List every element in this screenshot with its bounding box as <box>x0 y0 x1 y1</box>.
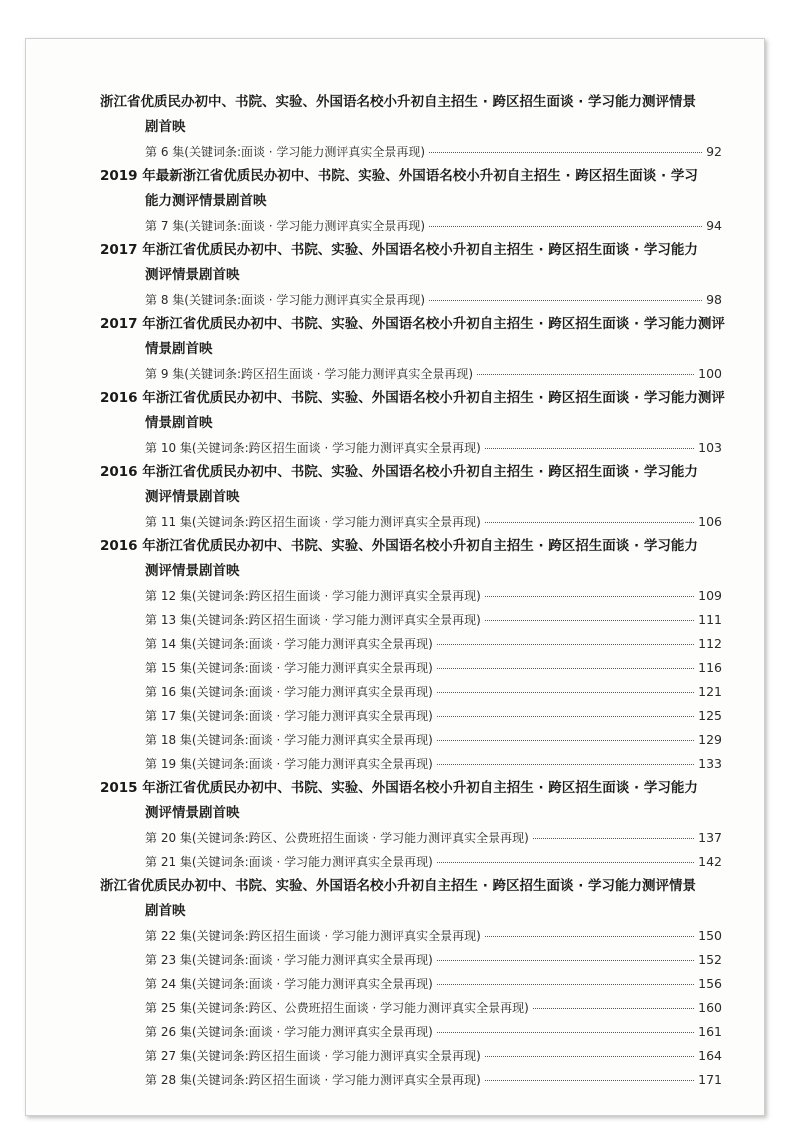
entry-title: 第 28 集(关键词条:跨区招生面谈 · 学习能力测评真实全景再现) <box>145 1073 481 1087</box>
toc-entry[interactable] <box>100 752 722 776</box>
section-heading <box>100 460 722 510</box>
entry-title: 第 18 集(关键词条:面谈 · 学习能力测评真实全景再现) <box>145 733 433 747</box>
toc-entry[interactable] <box>100 1044 722 1068</box>
table-of-contents <box>100 90 725 1092</box>
toc-entry[interactable] <box>100 728 722 752</box>
dot-leader <box>485 596 694 597</box>
page-number: 156 <box>698 976 722 991</box>
section-heading <box>100 164 722 214</box>
entry-title: 第 14 集(关键词条:面谈 · 学习能力测评真实全景再现) <box>145 637 433 651</box>
dot-leader <box>533 1008 694 1009</box>
entry-title: 第 24 集(关键词条:面谈 · 学习能力测评真实全景再现) <box>145 977 433 991</box>
dot-leader <box>437 644 694 645</box>
dot-leader <box>437 984 694 985</box>
section-heading <box>100 90 722 140</box>
entry-title: 第 27 集(关键词条:跨区招生面谈 · 学习能力测评真实全景再现) <box>145 1049 481 1063</box>
dot-leader <box>437 862 694 863</box>
dot-leader <box>437 692 694 693</box>
entry-title: 第 15 集(关键词条:面谈 · 学习能力测评真实全景再现) <box>145 661 433 675</box>
dot-leader <box>485 1056 694 1057</box>
page-number: 160 <box>698 1000 722 1015</box>
section-heading <box>100 534 722 584</box>
entry-title: 第 17 集(关键词条:面谈 · 学习能力测评真实全景再现) <box>145 709 433 723</box>
page-number: 111 <box>698 612 722 627</box>
entry-title: 第 12 集(关键词条:跨区招生面谈 · 学习能力测评真实全景再现) <box>145 589 481 603</box>
heading-line-continued: 测评情景剧首映 <box>145 267 240 283</box>
heading-line-continued: 剧首映 <box>145 903 186 919</box>
dot-leader <box>485 448 694 449</box>
toc-entry[interactable] <box>100 214 722 238</box>
dot-leader <box>437 960 694 961</box>
heading-line: 2017 年浙江省优质民办初中、书院、实验、外国语名校小升初自主招生 · 跨区招生面谈 · 学习能力测评 <box>100 316 725 332</box>
entry-title: 第 11 集(关键词条:跨区招生面谈 · 学习能力测评真实全景再现) <box>145 515 481 529</box>
page-number: 103 <box>698 440 722 455</box>
heading-line-continued: 情景剧首映 <box>145 341 213 357</box>
toc-entry[interactable] <box>100 608 722 632</box>
entry-title: 第 21 集(关键词条:面谈 · 学习能力测评真实全景再现) <box>145 855 433 869</box>
toc-entry[interactable] <box>100 632 722 656</box>
page-number: 142 <box>698 854 722 869</box>
page-number: 109 <box>698 588 722 603</box>
toc-entry[interactable] <box>100 704 722 728</box>
page-number: 98 <box>706 292 722 307</box>
section-heading <box>100 776 722 826</box>
entry-title: 第 9 集(关键词条:跨区招生面谈 · 学习能力测评真实全景再现) <box>145 367 474 381</box>
heading-line-continued: 测评情景剧首映 <box>145 563 240 579</box>
page-number: 137 <box>698 830 722 845</box>
page-number: 125 <box>698 708 722 723</box>
entry-title: 第 23 集(关键词条:面谈 · 学习能力测评真实全景再现) <box>145 953 433 967</box>
toc-entry[interactable] <box>100 948 722 972</box>
page-number: 92 <box>706 144 722 159</box>
entry-title: 第 16 集(关键词条:面谈 · 学习能力测评真实全景再现) <box>145 685 433 699</box>
page-number: 100 <box>698 366 722 381</box>
page-number: 106 <box>698 514 722 529</box>
section-heading <box>100 386 725 436</box>
entry-title: 第 20 集(关键词条:跨区、公费班招生面谈 · 学习能力测评真实全景再现) <box>145 831 529 845</box>
page-number: 161 <box>698 1024 722 1039</box>
heading-line-continued: 测评情景剧首映 <box>145 489 240 505</box>
heading-line-continued: 测评情景剧首映 <box>145 805 240 821</box>
entry-title: 第 7 集(关键词条:面谈 · 学习能力测评真实全景再现) <box>145 219 426 233</box>
section-heading <box>100 312 725 362</box>
toc-entry[interactable] <box>100 826 722 850</box>
dot-leader <box>429 226 702 227</box>
dot-leader <box>437 716 694 717</box>
dot-leader <box>437 764 694 765</box>
entry-title: 第 26 集(关键词条:面谈 · 学习能力测评真实全景再现) <box>145 1025 433 1039</box>
page-number: 133 <box>698 756 722 771</box>
dot-leader <box>429 300 702 301</box>
entry-title: 第 25 集(关键词条:跨区、公费班招生面谈 · 学习能力测评真实全景再现) <box>145 1001 529 1015</box>
toc-entry[interactable] <box>100 996 722 1020</box>
entry-title: 第 13 集(关键词条:跨区招生面谈 · 学习能力测评真实全景再现) <box>145 613 481 627</box>
entry-title: 第 10 集(关键词条:跨区招生面谈 · 学习能力测评真实全景再现) <box>145 441 481 455</box>
dot-leader <box>485 936 694 937</box>
heading-line: 2016 年浙江省优质民办初中、书院、实验、外国语名校小升初自主招生 · 跨区招生面谈 · 学习能力 <box>100 538 698 554</box>
dot-leader <box>437 1032 694 1033</box>
page-number: 121 <box>698 684 722 699</box>
heading-line-continued: 能力测评情景剧首映 <box>145 193 267 209</box>
page-number: 152 <box>698 952 722 967</box>
heading-line: 2016 年浙江省优质民办初中、书院、实验、外国语名校小升初自主招生 · 跨区招生面谈 · 学习能力 <box>100 464 698 480</box>
page-number: 129 <box>698 732 722 747</box>
dot-leader <box>437 740 694 741</box>
toc-entry[interactable] <box>100 584 722 608</box>
heading-line: 浙江省优质民办初中、书院、实验、外国语名校小升初自主招生 · 跨区招生面谈 · 学习能力测评情景 <box>100 94 697 110</box>
dot-leader <box>485 620 694 621</box>
entry-title: 第 19 集(关键词条:面谈 · 学习能力测评真实全景再现) <box>145 757 433 771</box>
section-heading <box>100 874 722 924</box>
dot-leader <box>485 1080 694 1081</box>
toc-entry[interactable] <box>100 1020 722 1044</box>
toc-entry[interactable] <box>100 1068 722 1092</box>
toc-entry[interactable] <box>100 288 722 312</box>
page-number: 112 <box>698 636 722 651</box>
page-number: 150 <box>698 928 722 943</box>
entry-title: 第 22 集(关键词条:跨区招生面谈 · 学习能力测评真实全景再现) <box>145 929 481 943</box>
toc-entry[interactable] <box>100 362 722 386</box>
page-number: 171 <box>698 1072 722 1087</box>
toc-entry[interactable] <box>100 680 722 704</box>
dot-leader <box>477 374 694 375</box>
toc-entry[interactable] <box>100 850 722 874</box>
dot-leader <box>437 668 694 669</box>
toc-entry[interactable] <box>100 140 722 164</box>
heading-line: 2017 年浙江省优质民办初中、书院、实验、外国语名校小升初自主招生 · 跨区招生面谈 · 学习能力 <box>100 242 698 258</box>
dot-leader <box>533 838 694 839</box>
page-number: 116 <box>698 660 722 675</box>
heading-line: 2019 年最新浙江省优质民办初中、书院、实验、外国语名校小升初自主招生 · 跨区招生面谈 · 学习 <box>100 168 698 184</box>
page-number: 164 <box>698 1048 722 1063</box>
heading-line: 浙江省优质民办初中、书院、实验、外国语名校小升初自主招生 · 跨区招生面谈 · 学习能力测评情景 <box>100 878 697 894</box>
toc-entry[interactable] <box>100 972 722 996</box>
heading-line: 2015 年浙江省优质民办初中、书院、实验、外国语名校小升初自主招生 · 跨区招生面谈 · 学习能力 <box>100 780 698 796</box>
page-number: 94 <box>706 218 722 233</box>
dot-leader <box>485 522 694 523</box>
section-heading <box>100 238 722 288</box>
entry-title: 第 8 集(关键词条:面谈 · 学习能力测评真实全景再现) <box>145 293 426 307</box>
heading-line-continued: 剧首映 <box>145 119 186 135</box>
toc-entry[interactable] <box>100 656 722 680</box>
heading-line-continued: 情景剧首映 <box>145 415 213 431</box>
heading-line: 2016 年浙江省优质民办初中、书院、实验、外国语名校小升初自主招生 · 跨区招生面谈 · 学习能力测评 <box>100 390 725 406</box>
toc-entry[interactable] <box>100 924 722 948</box>
toc-entry[interactable] <box>100 436 722 460</box>
entry-title: 第 6 集(关键词条:面谈 · 学习能力测评真实全景再现) <box>145 145 426 159</box>
dot-leader <box>429 152 702 153</box>
toc-entry[interactable] <box>100 510 722 534</box>
